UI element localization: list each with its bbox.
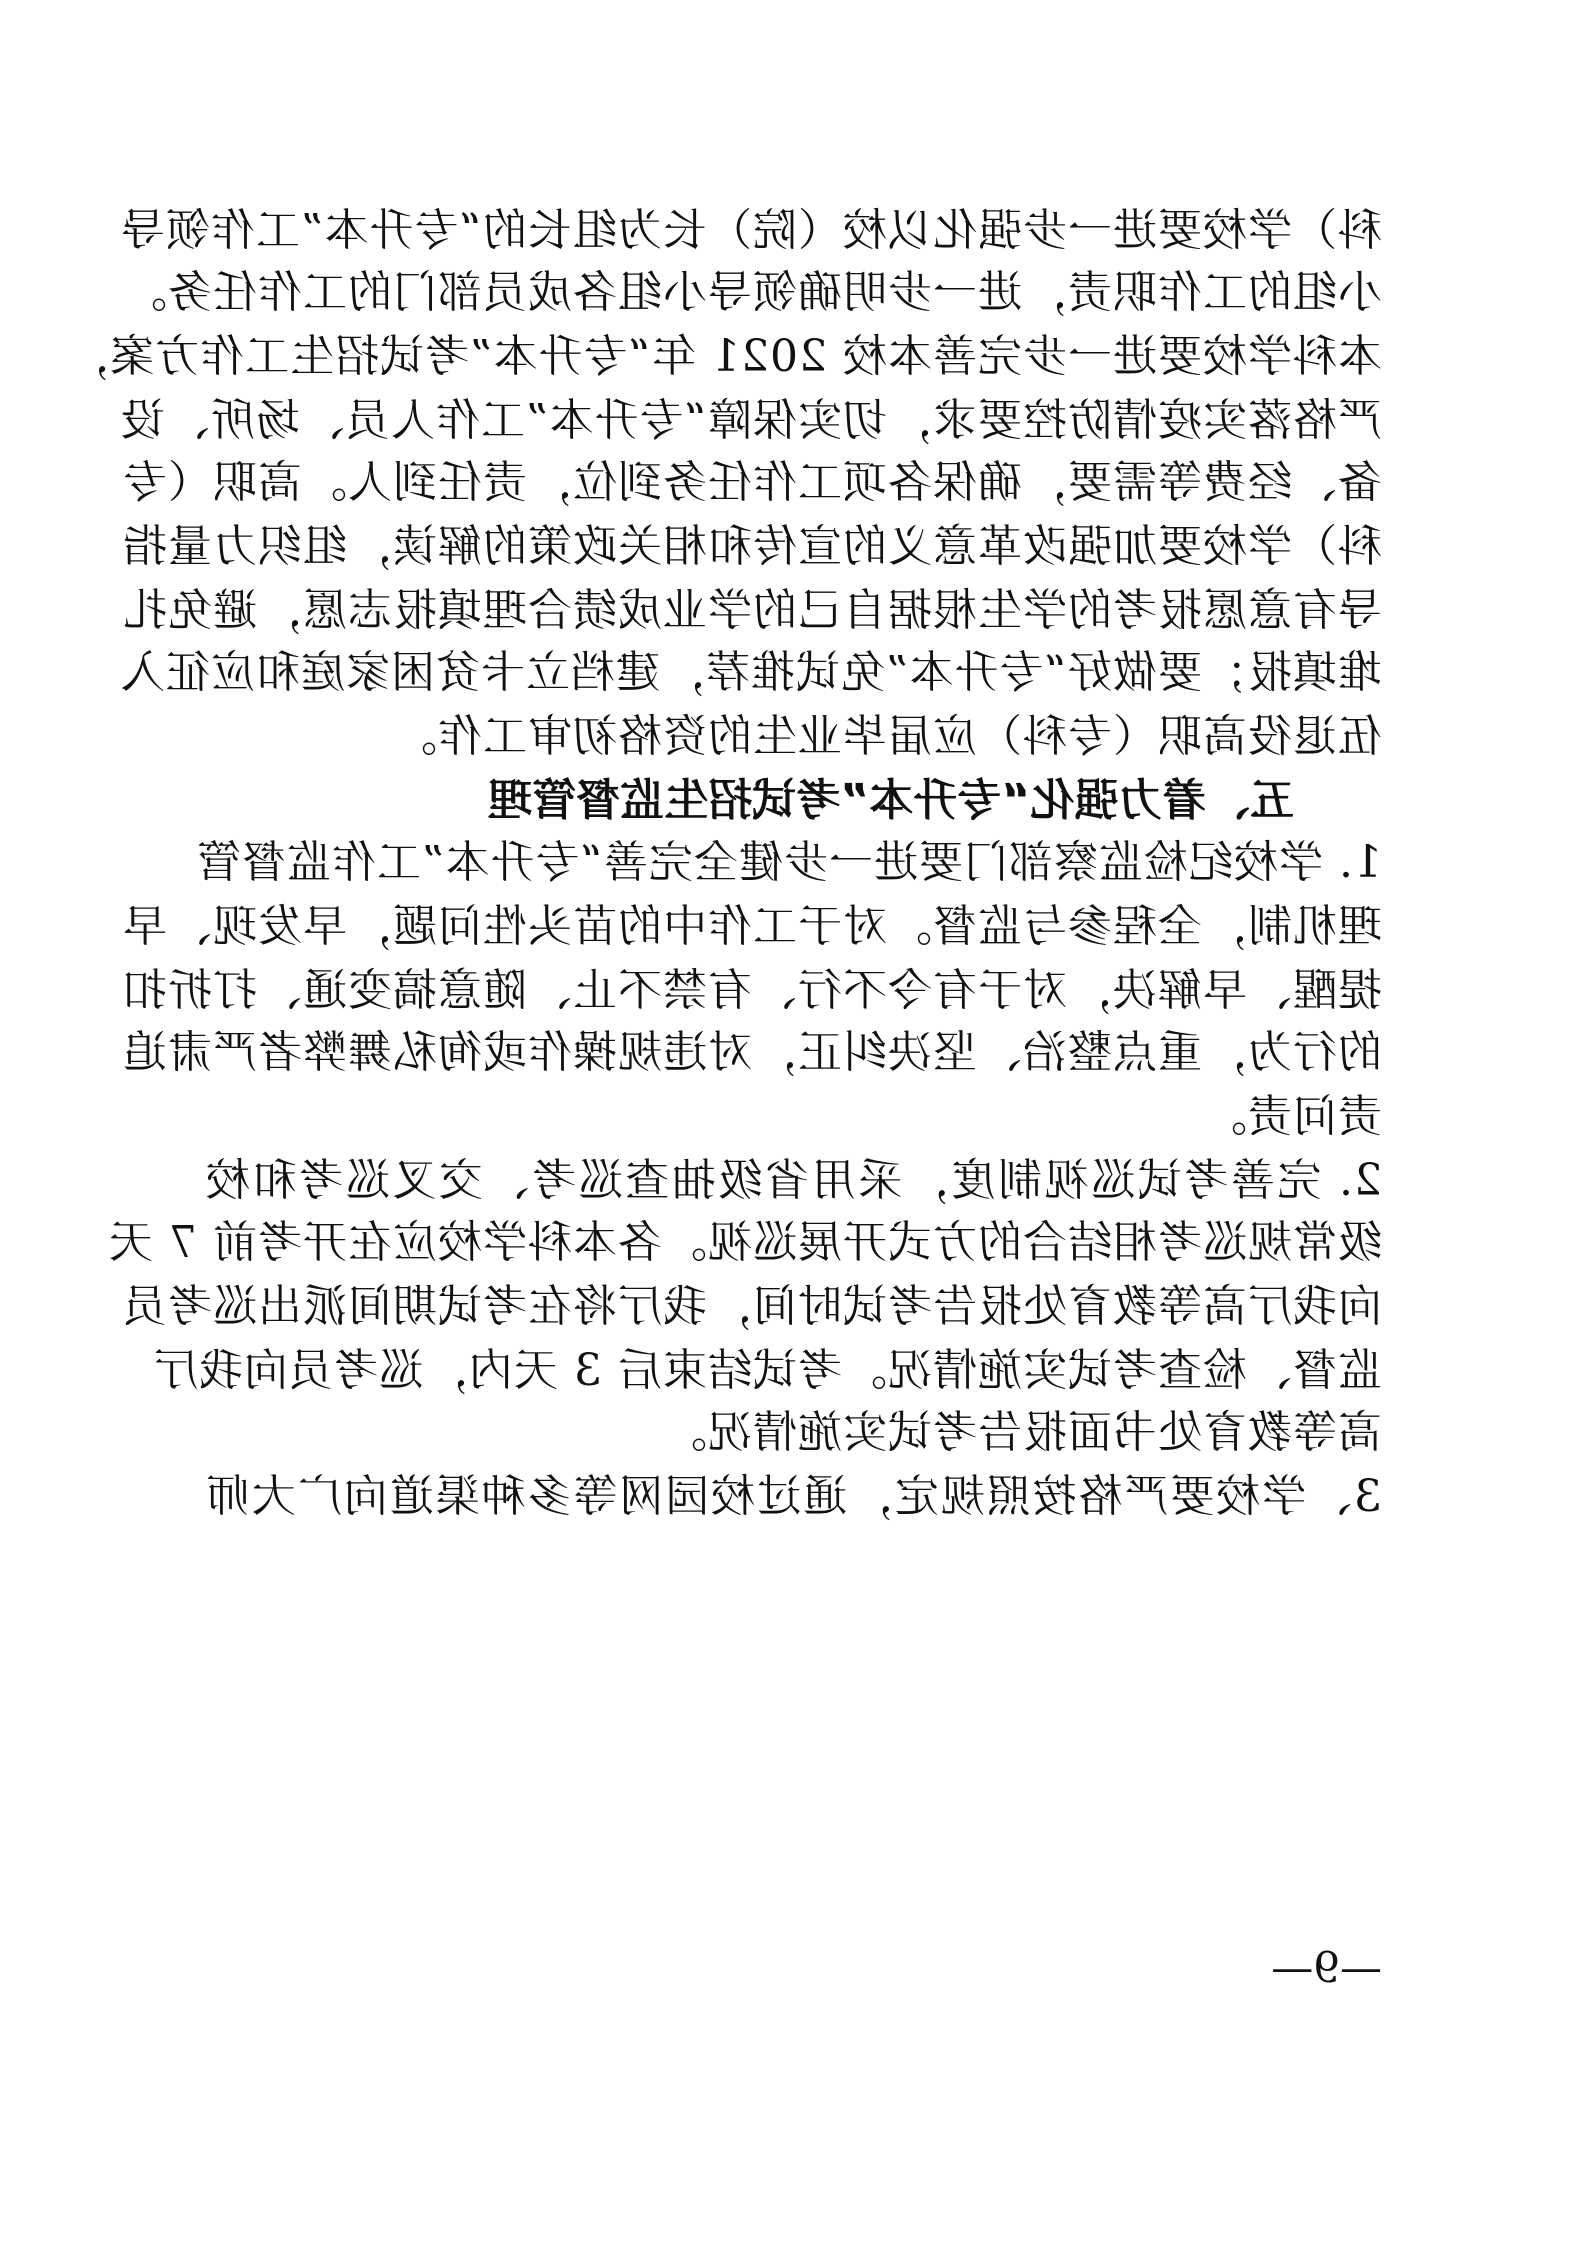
para2-line-3: 向我厅高等教育处报告考试时间，我厅将在考试期间派出巡考员: [122, 1281, 1382, 1332]
body-line-5: 备、经费等需要，确保各项工作任务到位，责任到人。高职（专: [122, 457, 1382, 508]
para2-line-1: 2. 完善考试巡视制度，采用省级抽查巡考、交叉巡考和校: [205, 1155, 1382, 1206]
body-line-9: 伍退役高职（专科）应届毕业生的资格初审工作。: [392, 711, 1382, 762]
para3-line-1: 3、学校要严格按照规定，通过校园网等多种渠道向广大师: [205, 1471, 1382, 1522]
para1-line-2: 理机制，全程参与监督。对于工作中的苗头性问题，早发现、早: [122, 901, 1382, 952]
para2-line-2: 级常规巡考相结合的方式开展巡视。各本科学校应在开考前 7 天: [108, 1217, 1382, 1268]
section-heading: 五、着力强化“专升本”考试招生监督管理: [488, 775, 1294, 826]
para1-line-1: 1. 学校纪检监察部门要进一步健全完善“专升本”工作监督管: [196, 837, 1382, 888]
body-line-4: 严格落实疫情防控要求，切实保障“专升本”工作人员、场所、设: [120, 395, 1382, 446]
body-line-2: 小组的工作职责，进一步明确领导小组各成员部门的工作任务。: [122, 267, 1382, 318]
para2-line-4: 监督、检查考试实施情况。考试结束后 3 天内，巡考员向我厅: [153, 1345, 1382, 1396]
body-line-8: 堆填报；要做好“专升本”免试推荐，建档立卡贫困家庭和应征入: [120, 647, 1382, 698]
para1-line-4: 的行为，重点整治、坚决纠正，对违规操作或徇私舞弊者严肃追: [122, 1027, 1382, 1078]
body-line-7: 导有意愿报考的学生根据自己的学业成绩合理填报志愿，避免扎: [122, 585, 1382, 636]
body-line-3: 本科学校要进一步完善本校 2021 年“专升本”考试招生工作方案，: [64, 331, 1382, 382]
para1-line-5: 责问责。: [1202, 1091, 1382, 1142]
page-number: —9—: [1271, 1943, 1382, 1992]
body-line-6: 科）学校要加强改革意义的宣传和相关政策的解读，组织力量指: [122, 521, 1382, 572]
para2-line-5: 高等教育处书面报告考试实施情况。: [662, 1407, 1382, 1458]
para1-line-3: 提醒、早解决，对于有令不行、有禁不止、随意搞变通、打折扣: [122, 965, 1382, 1016]
body-line-1: 科）学校要进一步强化以校（院）长为组长的“专升本”工作领导: [120, 205, 1382, 256]
